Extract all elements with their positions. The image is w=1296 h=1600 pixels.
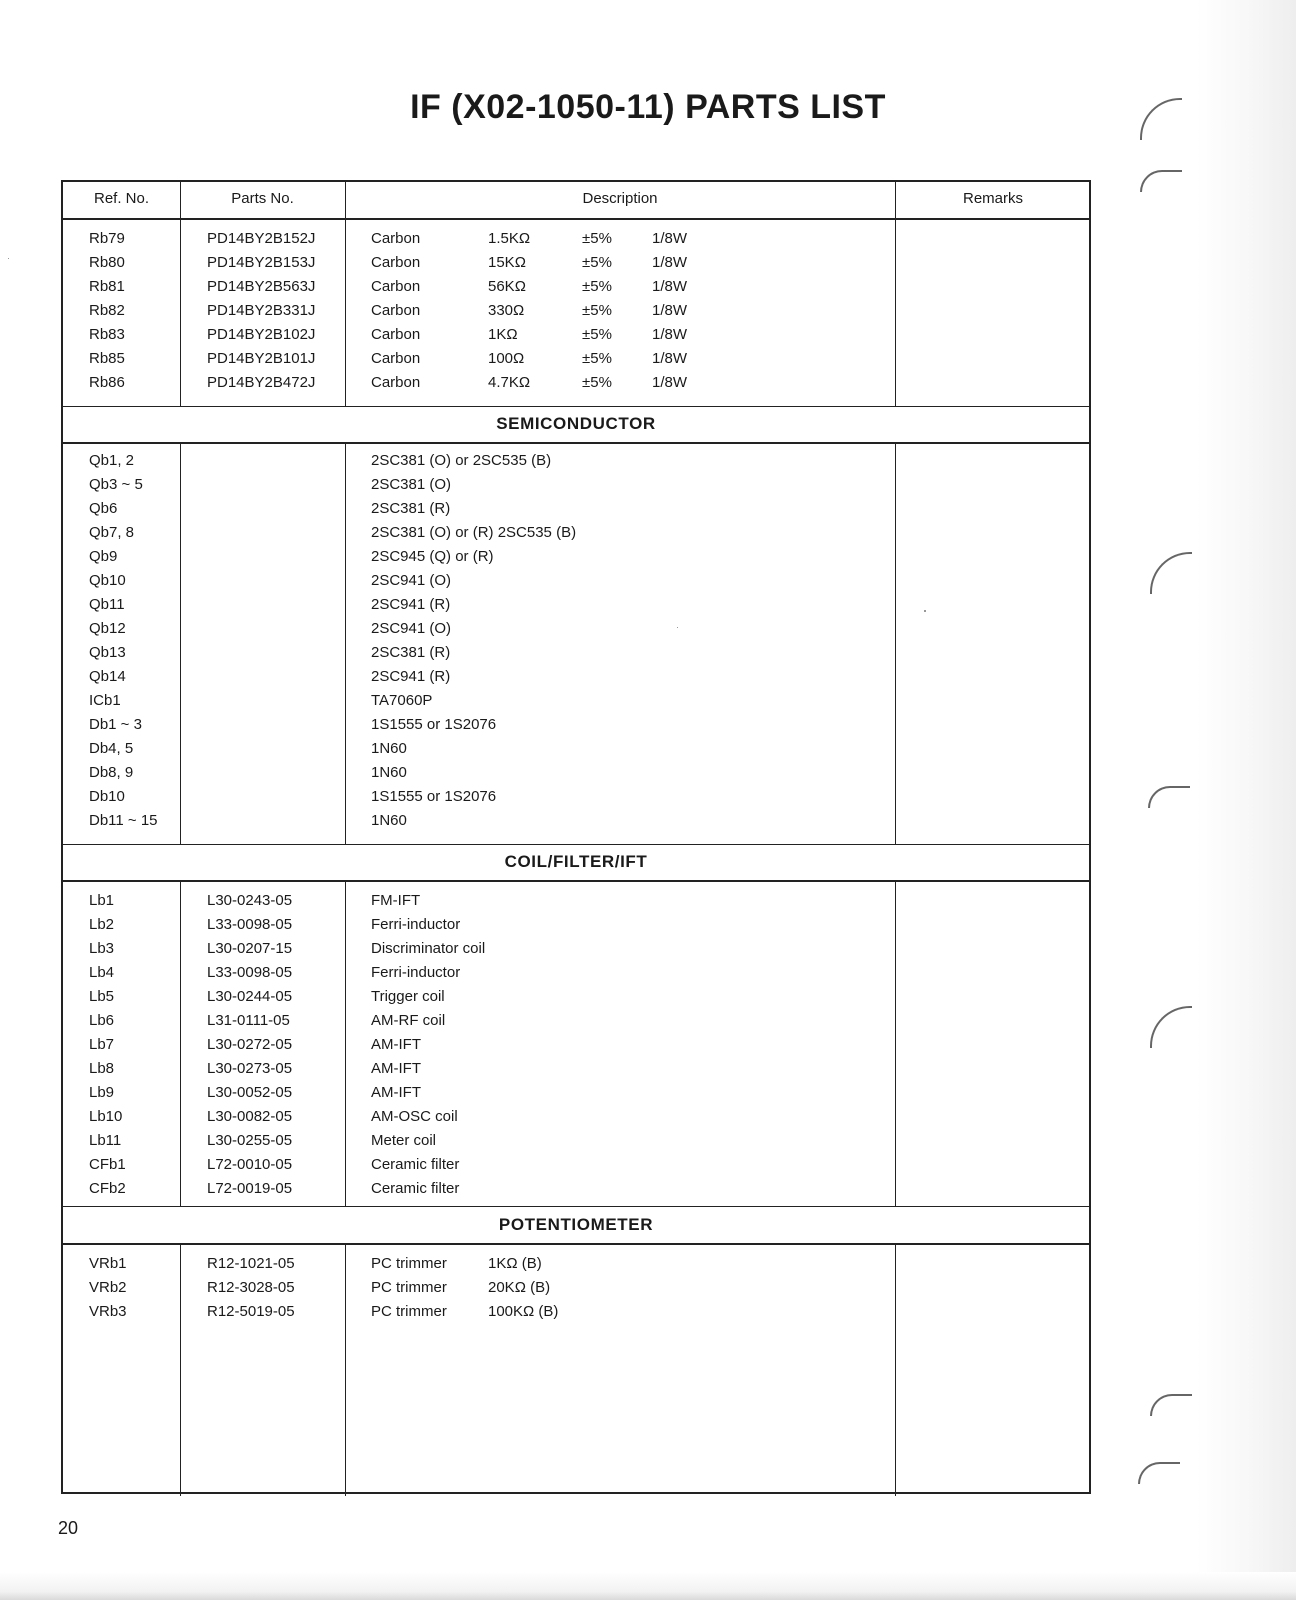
description: AM-OSC coil: [371, 1108, 458, 1125]
column-divider: [895, 442, 896, 844]
ref-no: VRb2: [89, 1279, 127, 1296]
ref-no: Lb1: [89, 892, 115, 909]
description: Ceramic filter: [371, 1156, 460, 1173]
description: 2SC945 (Q) or (R): [371, 548, 494, 565]
desc-type: Carbon: [371, 326, 421, 343]
desc-value: 56KΩ: [488, 278, 526, 295]
ref-no: Qb7, 8: [89, 524, 135, 541]
description: AM-IFT: [371, 1036, 421, 1053]
parts-table: [61, 180, 1091, 1494]
desc-type: PC trimmer: [371, 1255, 447, 1272]
parts-no: L30-0255-05: [207, 1132, 293, 1149]
ref-no: Qb11: [89, 596, 125, 613]
ref-no: Lb6: [89, 1012, 115, 1029]
ref-no: Rb82: [89, 302, 125, 319]
description: 2SC381 (O): [371, 476, 452, 493]
parts-no: R12-5019-05: [207, 1303, 295, 1320]
binder-hole-mark: [1140, 170, 1182, 192]
description: Ferri-inductor: [371, 964, 461, 981]
ref-no: Rb86: [89, 374, 125, 391]
description: Discriminator coil: [371, 940, 486, 957]
ref-no: Lb7: [89, 1036, 115, 1053]
page-edge-shadow: [1196, 0, 1296, 1600]
desc-tolerance: ±5%: [582, 326, 612, 343]
desc-wattage: 1/8W: [652, 326, 688, 343]
desc-tolerance: ±5%: [582, 302, 612, 319]
binder-hole-mark: [1150, 1006, 1192, 1048]
parts-no: R12-3028-05: [207, 1279, 295, 1296]
desc-tolerance: ±5%: [582, 374, 612, 391]
parts-no: PD14BY2B472J: [207, 374, 316, 391]
description: AM-IFT: [371, 1084, 421, 1101]
desc-type: Carbon: [371, 302, 421, 319]
column-divider: [345, 442, 346, 844]
column-divider: [895, 1243, 896, 1496]
ref-no: Lb4: [89, 964, 115, 981]
desc-type: Carbon: [371, 350, 421, 367]
page-title: IF (X02-1050-11) PARTS LIST: [410, 88, 886, 126]
ref-no: VRb1: [89, 1255, 127, 1272]
desc-type: Carbon: [371, 230, 421, 247]
column-divider: [345, 182, 346, 406]
header-remarks: Remarks: [962, 190, 1023, 207]
desc-value: 1KΩ: [488, 326, 518, 343]
column-divider: [180, 880, 181, 1206]
ref-no: Lb5: [89, 988, 115, 1005]
desc-wattage: 1/8W: [652, 278, 688, 295]
desc-value: 1KΩ (B): [488, 1255, 542, 1272]
binder-hole-mark: [1138, 1462, 1180, 1484]
section-title-semiconductor: SEMICONDUCTOR: [496, 414, 656, 433]
column-divider: [345, 1243, 346, 1496]
desc-wattage: 1/8W: [652, 230, 688, 247]
parts-no: L30-0243-05: [207, 892, 293, 909]
parts-no: PD14BY2B563J: [207, 278, 316, 295]
parts-no: L72-0019-05: [207, 1180, 293, 1197]
ref-no: Rb83: [89, 326, 125, 343]
binder-hole-mark: [1148, 786, 1190, 808]
desc-value: 15KΩ: [488, 254, 526, 271]
description: 1N60: [371, 812, 407, 829]
description: 2SC941 (O): [371, 620, 452, 637]
desc-tolerance: ±5%: [582, 230, 612, 247]
section-divider: [63, 442, 1089, 444]
section-title-coil-filter-ift: COIL/FILTER/IFT: [504, 852, 648, 871]
desc-tolerance: ±5%: [582, 254, 612, 271]
ref-no: Qb14: [89, 668, 126, 685]
ref-no: Rb81: [89, 278, 125, 295]
description: 2SC941 (R): [371, 596, 451, 613]
section-title-potentiometer: POTENTIOMETER: [498, 1215, 654, 1234]
page-bottom-edge: [0, 1572, 1296, 1600]
desc-value: 1.5KΩ: [488, 230, 531, 247]
section-divider: [63, 844, 1089, 845]
parts-no: PD14BY2B331J: [207, 302, 316, 319]
parts-no: L30-0273-05: [207, 1060, 293, 1077]
ref-no: Db11 ~ 15: [89, 812, 158, 829]
section-divider: [63, 406, 1089, 407]
ref-no: Rb80: [89, 254, 125, 271]
desc-type: Carbon: [371, 254, 421, 271]
parts-no: PD14BY2B152J: [207, 230, 316, 247]
ref-no: Qb6: [89, 500, 118, 517]
ref-no: Db4, 5: [89, 740, 134, 757]
description: 2SC381 (O) or 2SC535 (B): [371, 452, 552, 469]
description: 1S1555 or 1S2076: [371, 788, 497, 805]
ref-no: Qb1, 2: [89, 452, 135, 469]
description: Trigger coil: [371, 988, 445, 1005]
column-divider: [180, 1243, 181, 1496]
column-divider: [895, 880, 896, 1206]
binder-hole-mark: [1150, 552, 1192, 594]
ref-no: CFb2: [89, 1180, 126, 1197]
header-description: Description: [582, 190, 658, 207]
description: 1N60: [371, 740, 407, 757]
description: AM-RF coil: [371, 1012, 446, 1029]
ref-no: Lb3: [89, 940, 115, 957]
desc-value: 4.7KΩ: [488, 374, 531, 391]
ref-no: Db10: [89, 788, 125, 805]
ref-no: Qb9: [89, 548, 118, 565]
column-divider: [895, 182, 896, 406]
ref-no: ICb1: [89, 692, 121, 709]
section-divider: [63, 880, 1089, 882]
parts-no: L30-0052-05: [207, 1084, 293, 1101]
desc-value: 330Ω: [488, 302, 525, 319]
parts-no: L72-0010-05: [207, 1156, 293, 1173]
description: 2SC941 (O): [371, 572, 452, 589]
ref-no: Lb2: [89, 916, 115, 933]
column-divider: [345, 880, 346, 1206]
desc-type: Carbon: [371, 278, 421, 295]
header-divider: [63, 218, 1089, 220]
scan-speck: [8, 258, 9, 259]
desc-type: PC trimmer: [371, 1279, 447, 1296]
ref-no: Qb10: [89, 572, 126, 589]
desc-wattage: 1/8W: [652, 350, 688, 367]
parts-no: L33-0098-05: [207, 916, 293, 933]
parts-no: L30-0082-05: [207, 1108, 293, 1125]
desc-wattage: 1/8W: [652, 374, 688, 391]
description: 1S1555 or 1S2076: [371, 716, 497, 733]
column-divider: [180, 182, 181, 406]
desc-tolerance: ±5%: [582, 350, 612, 367]
desc-type: PC trimmer: [371, 1303, 447, 1320]
parts-no: R12-1021-05: [207, 1255, 295, 1272]
page-number: 20: [58, 1518, 79, 1538]
parts-no: L33-0098-05: [207, 964, 293, 981]
ref-no: Qb13: [89, 644, 126, 661]
header-parts-no: Parts No.: [231, 190, 294, 207]
parts-no: L30-0207-15: [207, 940, 293, 957]
section-divider: [63, 1206, 1089, 1207]
description: 2SC381 (R): [371, 644, 451, 661]
desc-wattage: 1/8W: [652, 302, 688, 319]
binder-hole-mark: [1150, 1394, 1192, 1416]
description: 2SC381 (O) or (R) 2SC535 (B): [371, 524, 577, 541]
description: 2SC381 (R): [371, 500, 451, 517]
ref-no: Qb12: [89, 620, 126, 637]
description: FM-IFT: [371, 892, 421, 909]
ref-no: Lb8: [89, 1060, 115, 1077]
description: 2SC941 (R): [371, 668, 451, 685]
section-divider: [63, 1243, 1089, 1245]
column-divider: [180, 442, 181, 844]
description: 1N60: [371, 764, 407, 781]
description: AM-IFT: [371, 1060, 421, 1077]
parts-no: PD14BY2B153J: [207, 254, 316, 271]
ref-no: CFb1: [89, 1156, 126, 1173]
description: Meter coil: [371, 1132, 437, 1149]
parts-no: PD14BY2B101J: [207, 350, 316, 367]
parts-no: PD14BY2B102J: [207, 326, 316, 343]
desc-type: Carbon: [371, 374, 421, 391]
desc-tolerance: ±5%: [582, 278, 612, 295]
ref-no: Lb10: [89, 1108, 123, 1125]
parts-no: L31-0111-05: [207, 1012, 290, 1029]
desc-value: 100Ω: [488, 350, 525, 367]
ref-no: Rb79: [89, 230, 125, 247]
ref-no: Rb85: [89, 350, 125, 367]
ref-no: Db8, 9: [89, 764, 134, 781]
desc-value: 100KΩ (B): [488, 1303, 559, 1320]
ref-no: Lb11: [89, 1132, 122, 1149]
description: Ferri-inductor: [371, 916, 461, 933]
parts-no: L30-0272-05: [207, 1036, 293, 1053]
ref-no: Lb9: [89, 1084, 115, 1101]
desc-wattage: 1/8W: [652, 254, 688, 271]
ref-no: VRb3: [89, 1303, 127, 1320]
description: Ceramic filter: [371, 1180, 460, 1197]
ref-no: Db1 ~ 3: [89, 716, 142, 733]
desc-value: 20KΩ (B): [488, 1279, 551, 1296]
ref-no: Qb3 ~ 5: [89, 476, 143, 493]
parts-no: L30-0244-05: [207, 988, 293, 1005]
header-ref: Ref. No.: [93, 190, 150, 207]
description: TA7060P: [371, 692, 433, 709]
